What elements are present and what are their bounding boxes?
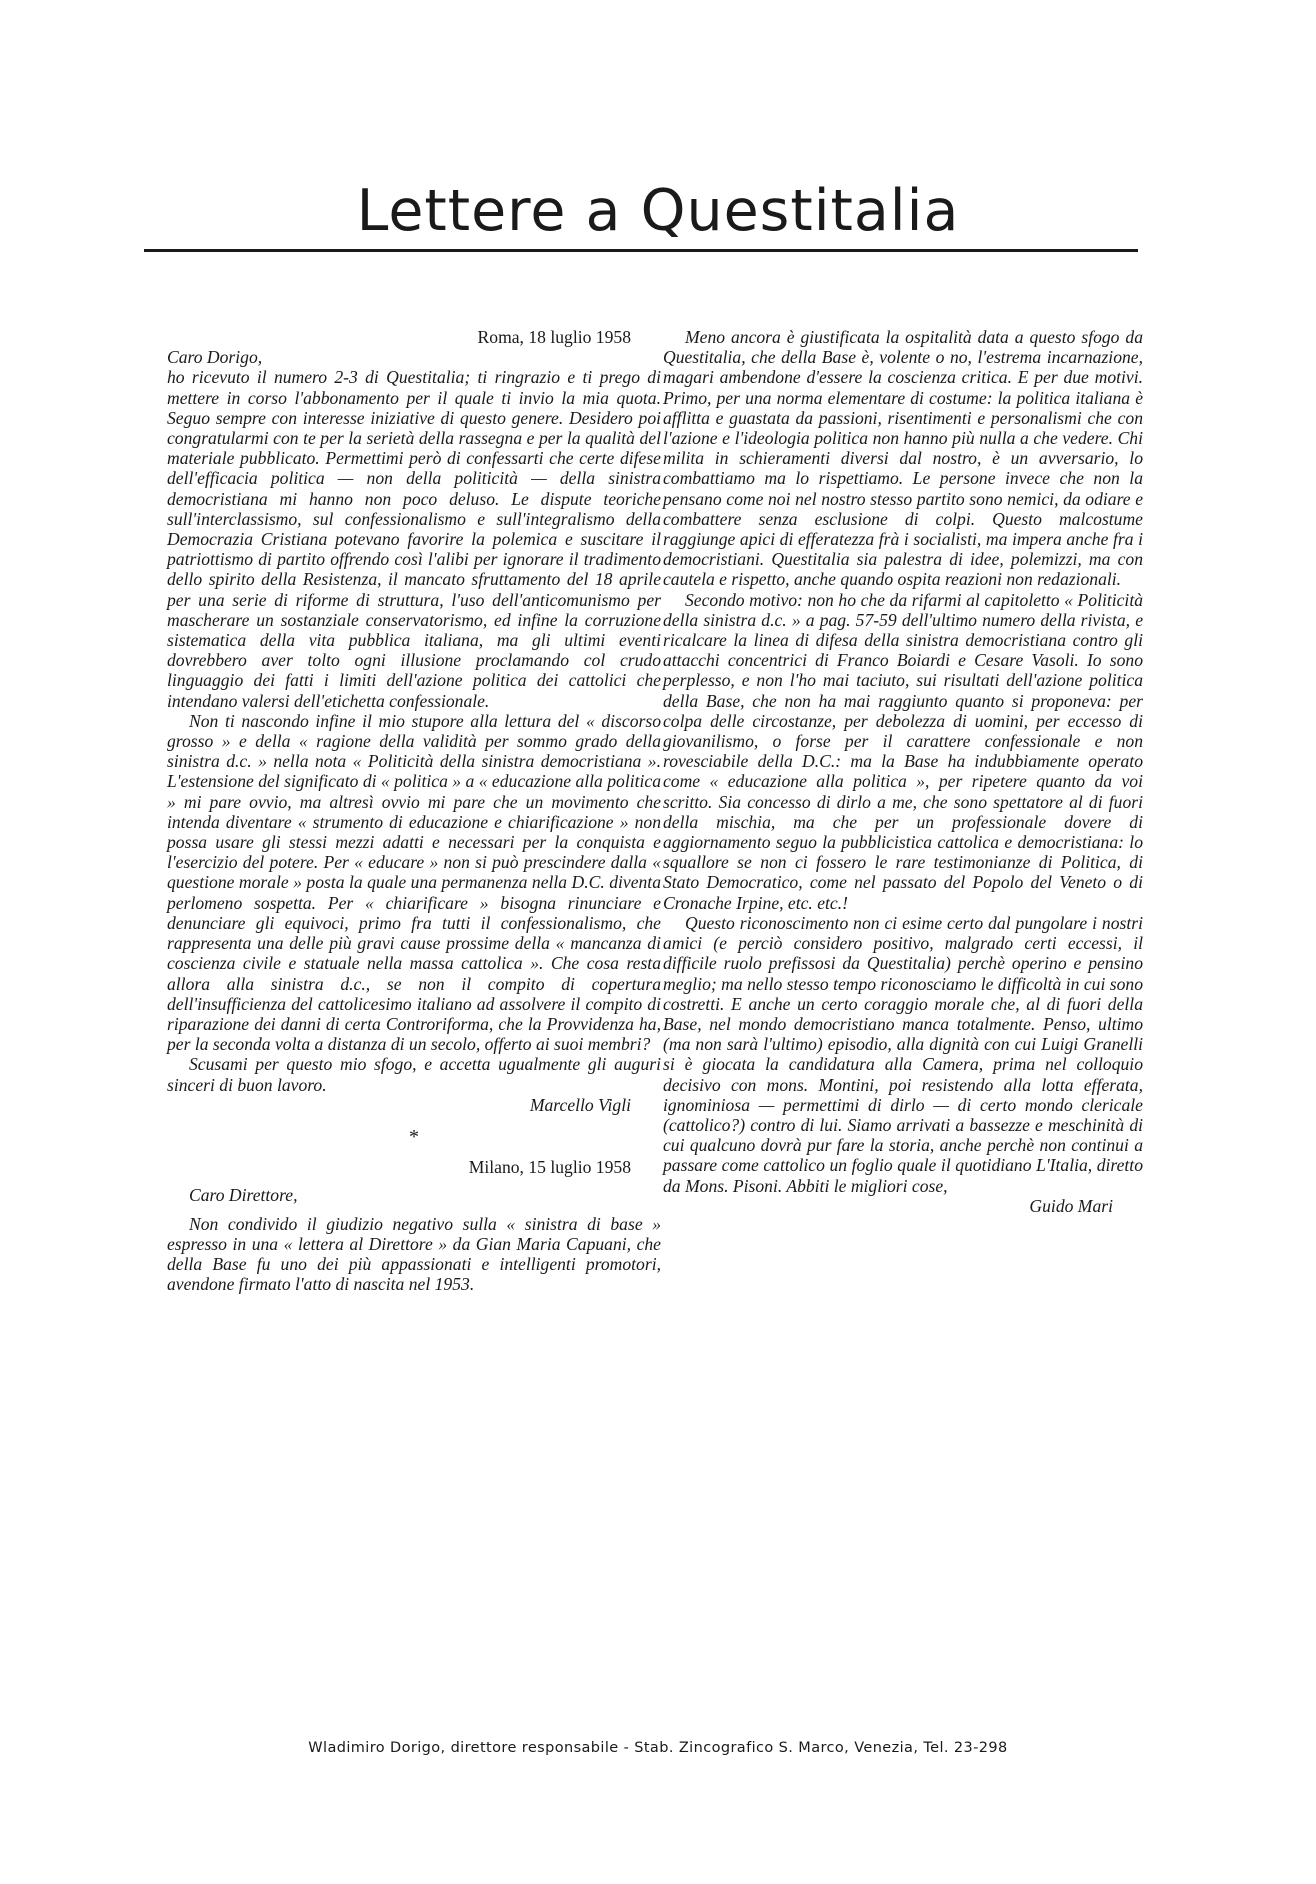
letter1-signature: Marcello Vigli bbox=[529, 1094, 631, 1115]
letter1-salutation: Caro Dorigo, bbox=[167, 347, 263, 368]
letter2-signature: Guido Mari bbox=[1029, 1195, 1113, 1216]
letter1-dateline: Roma, 18 luglio 1958 bbox=[477, 327, 631, 347]
right-column bbox=[663, 327, 1143, 1216]
letter2-paragraph-4: Questo riconoscimento non ci esime certo dal pungolare i nostri amici (e perciò considero positivo, malgrado certi eccessi, il difficile ruolo prefissosi da Questitalia) perchè operino e pensino meglio; ma nello stesso tempo riconosciamo le difficoltà in cui sono costretti. E anche un certo coraggio morale che, al di fuori della Base, nel mondo democristiano manca totalmente. Penso, ultimo (ma non sarà l'ultimo) episodio, alla dignità con cui Luigi Granelli si è giocata la candidatura alla Camera, prima nel colloquio decisivo con mons. Montini, poi resistendo alla lotta efferata, ignominiosa — permettimi di dirlo — di certo mondo clericale (cattolico?) contro di lui. Siamo arrivati a bassezze e meschinità di cui qualcuno dovrà pur fare la storia, anche perchè non continui a passare come cattolico un foglio quale il quotidiano L'Italia, diretto da Mons. Pisoni. Abbiti le migliori cose, bbox=[663, 912, 1143, 1196]
left-column bbox=[167, 327, 661, 1294]
letter2-paragraph-1: Non condivido il giudizio negativo sulla « sinistra di base » espresso in una « lettera al Direttore » da Gian Maria Capuani, che della Base fu uno dei più appassionati e intelligenti promotori, avendone firmato l'atto di nascita nel 1953. bbox=[167, 1213, 661, 1295]
letter2-salutation: Caro Direttore, bbox=[189, 1185, 298, 1206]
title-rule bbox=[144, 249, 1138, 252]
page-title: Lettere a Questitalia bbox=[356, 178, 960, 244]
letter1-paragraph-1: ho ricevuto il numero 2-3 di Questitalia; ti ringrazio e ti prego di mettere in corso l'abbonamento per il quale ti invio la mia quota. Seguo sempre con interesse iniziative di questo genere. Desidero poi congratularmi con te per la serietà della rassegna e per la qualità del materiale pubblicato. Permettimi però di confessarti che certe difese dell'efficacia politica — non della politicità — della sinistra democristiana mi hanno non poco deluso. Le dispute teoriche sull'interclassismo, sul confessionalismo e sull'integralismo della Democrazia Cristiana potevano favorire la polemica e suscitare il patriottismo di partito offrendo così l'alibi per ignorare il tradimento dello spirito della Resistenza, il mancato sfruttamento del 18 aprile per una serie di riforme di struttura, l'uso dell'anticomunismo per mascherare un sostanziale conservatorismo, ed infine la corruzione sistematica della vita pubblica italiana, ma gli ultimi eventi dovrebbero aver tolto ogni illusione proclamando col crudo linguaggio dei fatti i limiti dell'azione politica dei cattolici che intendano valersi dell'etichetta confessionale. bbox=[167, 367, 661, 711]
letter2-paragraph-2: Meno ancora è giustificata la ospitalità data a questo sfogo da Questitalia, che della Base è, volente o no, l'estrema incarnazione, magari ambendone d'essere la coscienza critica. E per due motivi. Primo, per una norma elementare di costume: la politica italiana è afflitta e guastata da passioni, risentimenti e personalismi che con l'azione e l'ideologia politica non hanno più nulla a che vedere. Chi milita in schieramenti diversi dal nostro, è un avversario, lo combattiamo ma lo rispettiamo. Le persone invece che non la pensano come noi nel nostro stesso partito sono nemici, da odiare e combattere senza esclusione di colpi. Questo malcostume raggiunge apici di efferatezza frà i socialisti, ma impera anche fra i democristiani. Questitalia sia palestra di idee, polemizzi, ma con cautela e rispetto, anche quando ospita reazioni non redazionali. bbox=[663, 327, 1143, 590]
separator-asterisk: * bbox=[409, 1125, 419, 1148]
footer-imprint: Wladimiro Dorigo, direttore responsabile - Stab. Zincografico S. Marco, Venezia, Tel. 23-298 bbox=[308, 1740, 1008, 1756]
letter1-paragraph-3: Scusami per questo mio sfogo, e accetta ugualmente gli auguri sinceri di buon lavoro. bbox=[167, 1054, 661, 1095]
letter2-dateline: Milano, 15 luglio 1958 bbox=[468, 1157, 631, 1178]
letter2-paragraph-3: Secondo motivo: non ho che da rifarmi al capitoletto « Politicità della sinistra d.c. » a pag. 57-59 dell'ultimo numero della rivista, e ricalcare la linea di difesa della sinistra democristiana contro gli attacchi concentrici di Franco Boiardi e Cesare Vasoli. Io sono perplesso, e non l'ho mai taciuto, sui risultati dell'azione politica della Base, che non ha mai raggiunto quanto si proponeva: per colpa delle circostanze, per debolezza di uomini, per eccesso di giovanilismo, o forse per il carattere confessionale e non rovesciabile della D.C.: ma la Base ha indubbiamente operato come « educazione alla politica », per ripetere quanto da voi scritto. Sia concesso di dirlo a me, che sono spettatore al di fuori della mischia, ma che per un professionale dovere di aggiornamento seguo la pubblicistica cattolica e democristiana: lo squallore se non ci fossero le rare testimonianze di Politica, di Stato Democratico, come nel passato del Popolo del Veneto o di Cronache Irpine, etc. etc.! bbox=[663, 589, 1143, 913]
letter1-paragraph-2: Non ti nascondo infine il mio stupore alla lettura del « discorso grosso » e della « ragione della validità per sommo grado della sinistra d.c. » nella nota « Politicità della sinistra democristiana ». L'estensione del significato di « politica » a « educazione alla politica » mi pare ovvio, ma altresì ovvio mi pare che un movimento che intenda diventare « strumento di educazione e chiarificazione » non possa usare gli stessi mezzi adatti e necessari per la conquista e l'esercizio del potere. Per « educare » non si può prescindere dalla « questione morale » posta la quale una permanenza nella D.C. diventa perlomeno sospetta. Per « chiarificare » bisogna rinunciare e denunciare gli equivoci, primo fra tutti il confessionalismo, che rappresenta una delle più gravi cause prossime della « mancanza di coscienza civile e statuale nella massa cattolica ». Che cosa resta allora alla sinistra d.c., se non il compito di copertura dell'insufficienza del cattolicesimo italiano ad assolvere il compito di riparazione dei danni di certa Controriforma, che la Provvidenza ha, per la seconda volta a distanza di un secolo, offerto ai suoi membri? bbox=[167, 710, 661, 1055]
